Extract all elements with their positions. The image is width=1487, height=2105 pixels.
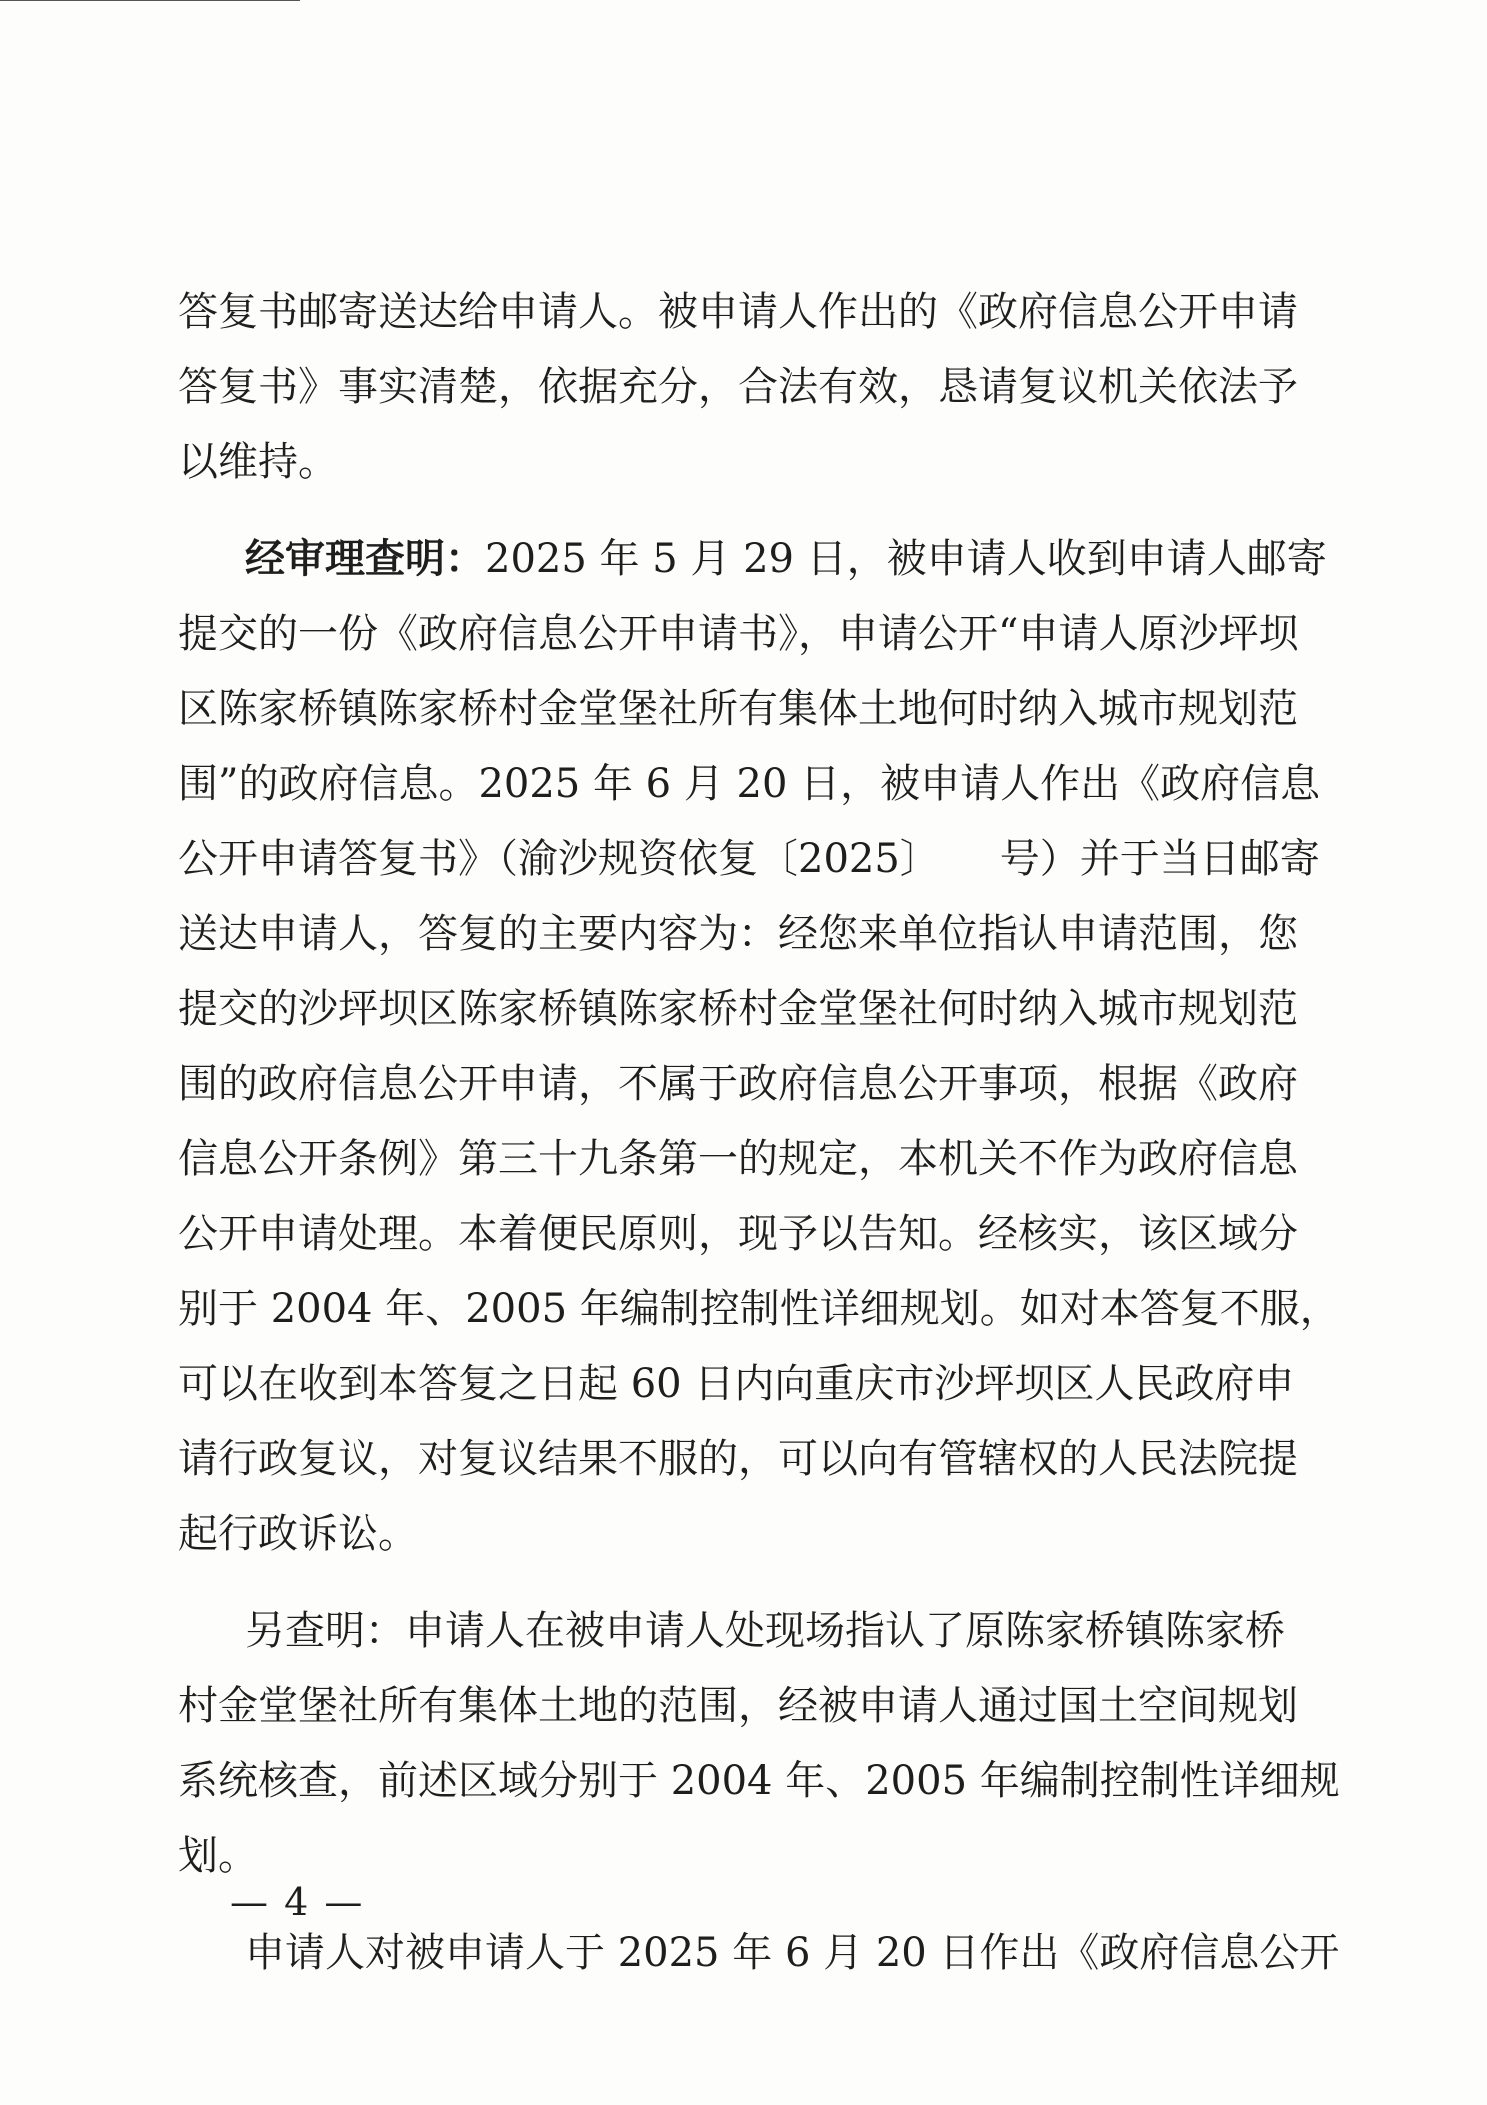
paragraph-lead: 经审理查明： — [245, 536, 485, 582]
text-line: 另查明：申请人在被申请人处现场指认了原陈家桥镇陈家桥 — [245, 1608, 1285, 1654]
text-line: 划。 — [178, 1833, 258, 1879]
text-line: 围”的政府信息。2025 年 6 月 20 日，被申请人作出《政府信息 — [178, 761, 1321, 807]
text-line: 可以在收到本答复之日起 60 日内向重庆市沙坪坝区人民政府申 — [178, 1361, 1295, 1407]
text-line: 答复书邮寄送达给申请人。被申请人作出的《政府信息公开申请 — [178, 289, 1298, 335]
text-span: 号）并于当日邮寄 — [999, 836, 1320, 882]
text-line: 围的政府信息公开申请，不属于政府信息公开事项，根据《政府 — [178, 1061, 1298, 1107]
top-rule — [0, 0, 300, 1]
paragraph — [178, 522, 1340, 1572]
text-span: 公开申请答复书》（渝沙规资依复〔2025〕 — [178, 836, 940, 882]
text-line: 起行政诉讼。 — [178, 1511, 418, 1557]
text-line — [178, 522, 1327, 597]
text-line: 请行政复议，对复议结果不服的，可以向有管辖权的人民法院提 — [178, 1436, 1298, 1482]
paragraph — [178, 1916, 1340, 1991]
text-line: 系统核查，前述区域分别于 2004 年、2005 年编制控制性详细规 — [178, 1758, 1340, 1804]
text-line: 答复书》事实清楚，依据充分，合法有效，恳请复议机关依法予 — [178, 364, 1298, 410]
text-line: 提交的一份《政府信息公开申请书》，申请公开“申请人原沙坪坝 — [178, 611, 1299, 657]
text-line: 区陈家桥镇陈家桥村金堂堡社所有集体土地何时纳入城市规划范 — [178, 686, 1298, 732]
text-line: 提交的沙坪坝区陈家桥镇陈家桥村金堂堡社何时纳入城市规划范 — [178, 986, 1298, 1032]
text-line: 信息公开条例》第三十九条第一的规定，本机关不作为政府信息 — [178, 1136, 1298, 1182]
text-line: 别于 2004 年、2005 年编制控制性详细规划。如对本答复不服， — [178, 1286, 1340, 1332]
text-line: 以维持。 — [178, 439, 338, 485]
page-number: — 4 — — [230, 1880, 365, 1924]
paragraph — [178, 1594, 1340, 1894]
paragraph — [178, 275, 1298, 500]
document-body — [178, 275, 1340, 1991]
text-span: 2025 年 5 月 29 日，被申请人收到申请人邮寄 — [485, 536, 1327, 582]
text-line: 送达申请人，答复的主要内容为：经您来单位指认申请范围，您 — [178, 911, 1298, 957]
text-line: 村金堂堡社所有集体土地的范围，经被申请人通过国土空间规划 — [178, 1683, 1298, 1729]
text-line — [178, 822, 1320, 897]
text-line: 申请人对被申请人于 2025 年 6 月 20 日作出《政府信息公开 — [245, 1930, 1340, 1976]
text-line: 公开申请处理。本着便民原则，现予以告知。经核实，该区域分 — [178, 1211, 1298, 1257]
